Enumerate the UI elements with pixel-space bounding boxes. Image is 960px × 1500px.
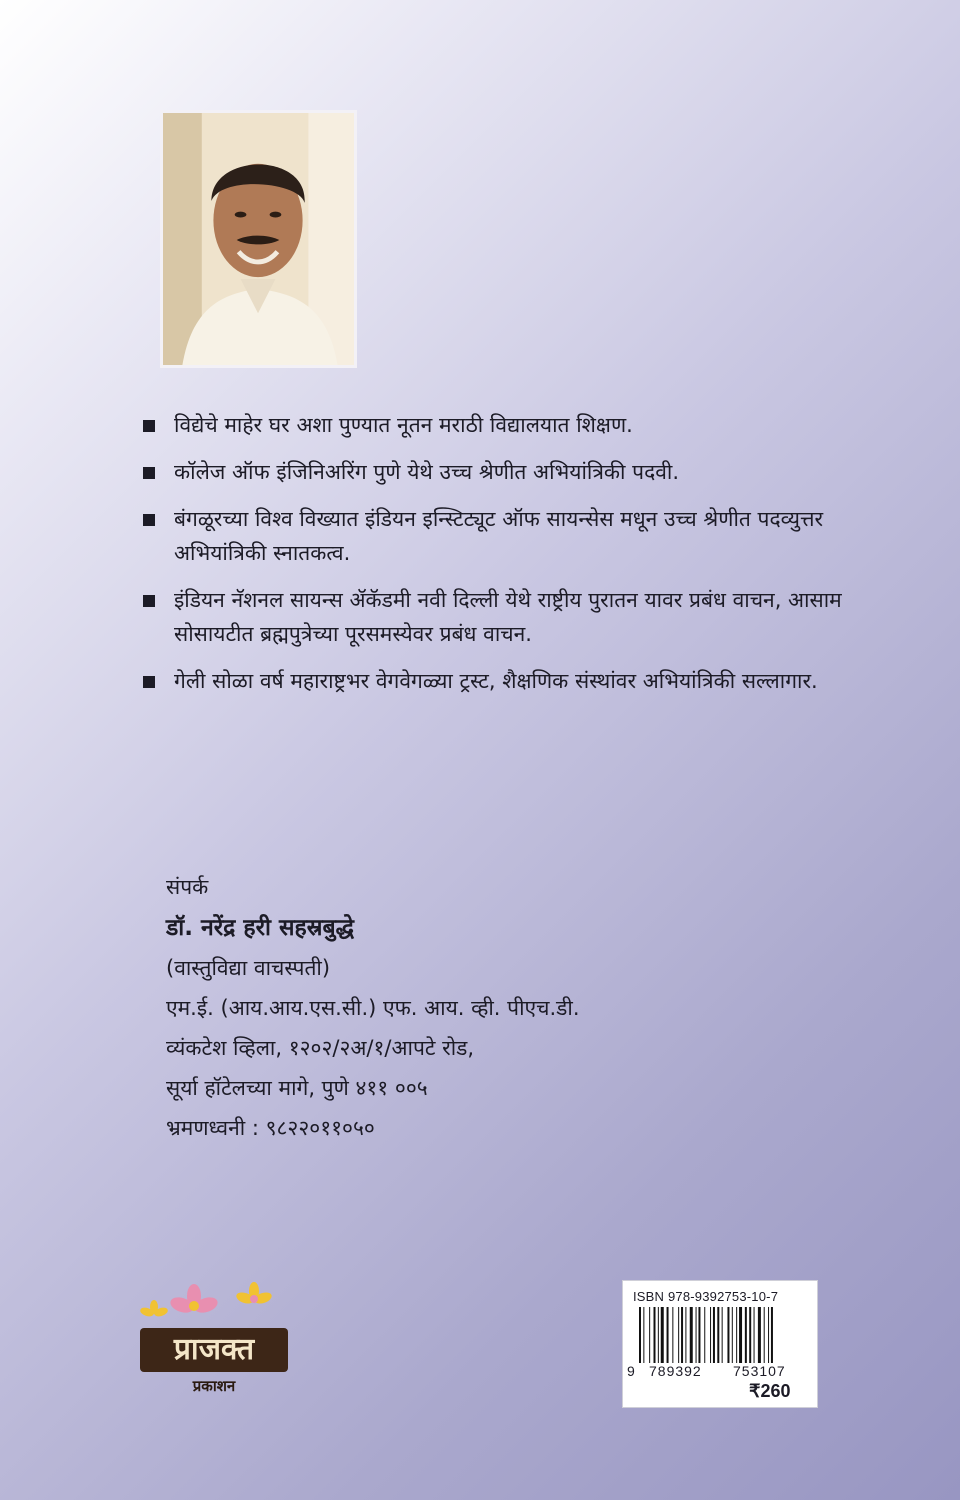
- barcode-bar: [685, 1307, 686, 1363]
- author-photo: [160, 110, 357, 368]
- barcode-bar: [696, 1307, 697, 1363]
- address-line-2: सूर्या हॉटेलच्या मागे, पुणे ४११ ००५: [166, 1076, 428, 1100]
- barcode-bar: [736, 1307, 737, 1363]
- barcode-bar: [698, 1307, 700, 1363]
- barcode-right-digits: 753107: [733, 1363, 786, 1379]
- barcode-lead-digit: 9: [627, 1363, 635, 1379]
- barcode-icon: [639, 1307, 807, 1363]
- barcode-bar: [722, 1307, 723, 1363]
- barcode-bar: [661, 1307, 664, 1363]
- bullet-square-icon: [143, 514, 155, 526]
- barcode-bar: [649, 1307, 650, 1363]
- barcode-bar: [704, 1307, 705, 1363]
- barcode-bar: [658, 1307, 659, 1363]
- bullet-square-icon: [143, 467, 155, 479]
- publisher-name: प्राजक्त: [140, 1328, 288, 1372]
- list-item: गेली सोळा वर्ष महाराष्ट्रभर वेगवेगळ्या ट्रस्ट, शैक्षणिक संस्थांवर अभियांत्रिकी सल्लागार.: [143, 664, 843, 698]
- barcode-bar: [643, 1307, 644, 1363]
- barcode-bar: [749, 1307, 751, 1363]
- contact-block: [166, 870, 580, 1148]
- list-item: बंगळूरच्या विश्व विख्यात इंडियन इन्स्टिट्यूट ऑफ सायन्सेस मधून उच्च श्रेणीत पदव्युत्तर अभियांत्रिकी स्नातकत्व.: [143, 502, 843, 570]
- barcode-bar: [727, 1307, 729, 1363]
- barcode-bar: [771, 1307, 773, 1363]
- barcode-bar: [690, 1307, 693, 1363]
- barcode-bar: [713, 1307, 715, 1363]
- bullet-square-icon: [143, 595, 155, 607]
- barcode-bar: [710, 1307, 711, 1363]
- barcode-bar: [672, 1307, 673, 1363]
- address-line-1: व्यंकटेश व्हिला, १२०२/२अ/१/आपटे रोड,: [166, 1036, 475, 1060]
- list-item: विद्येचे माहेर घर अशा पुण्यात नूतन मराठी विद्यालयात शिक्षण.: [143, 408, 843, 442]
- barcode-label: [622, 1280, 818, 1408]
- bullet-square-icon: [143, 420, 155, 432]
- publisher-subtitle: प्रकाशन: [192, 1377, 236, 1395]
- phone-number: भ्रमणध्वनी : ९८२२०११०५०: [166, 1116, 375, 1140]
- barcode-bar: [732, 1307, 733, 1363]
- barcode-bar: [681, 1307, 683, 1363]
- barcode-bar: [667, 1307, 669, 1363]
- biography-list: [143, 408, 843, 711]
- publisher-logo: [134, 1278, 304, 1408]
- author-title: (वास्तुविद्या वाचस्पती): [166, 956, 331, 980]
- bullet-square-icon: [143, 676, 155, 688]
- contact-label: संपर्क: [166, 875, 209, 899]
- barcode-bar: [639, 1307, 641, 1363]
- barcode-bar: [754, 1307, 755, 1363]
- author-degrees: एम.ई. (आय.आय.एस.सी.) एफ. आय. व्ही. पीएच.डी.: [166, 996, 580, 1020]
- list-item: इंडियन नॅशनल सायन्स ॲकॅडमी नवी दिल्ली येथे राष्ट्रीय पुरातन यावर प्रबंध वाचन, आसाम सोसायटीत ब्रह्मपुत्रेच्या पूरसमस्येवर प्रबंध वाचन.: [143, 583, 843, 651]
- barcode-bar: [758, 1307, 761, 1363]
- barcode-bar: [764, 1307, 765, 1363]
- barcode-bar: [739, 1307, 742, 1363]
- barcode-bar: [768, 1307, 769, 1363]
- price-tag: ₹260: [749, 1381, 791, 1401]
- list-item: कॉलेज ऑफ इंजिनिअरिंग पुणे येथे उच्च श्रेणीत अभियांत्रिकी पदवी.: [143, 455, 843, 489]
- barcode-bar: [654, 1307, 656, 1363]
- barcode-bar: [678, 1307, 679, 1363]
- isbn-text: ISBN 978-9392753-10-7: [633, 1289, 779, 1304]
- barcode-left-digits: 789392: [649, 1363, 702, 1379]
- barcode-bar: [745, 1307, 747, 1363]
- author-name: डॉ. नरेंद्र हरी सहस्रबुद्धे: [166, 915, 355, 941]
- barcode-bar: [717, 1307, 719, 1363]
